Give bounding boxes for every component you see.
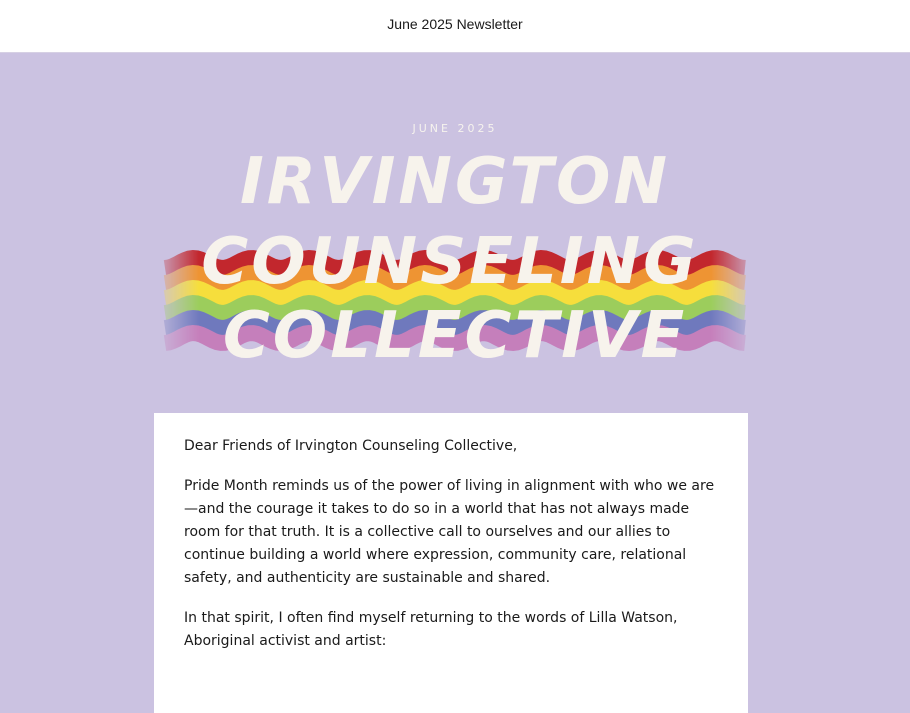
hero-title-line-3: COLLECTIVE: [222, 299, 688, 371]
hero-title-line-2: COUNSELING: [201, 225, 699, 299]
hero-date: JUNE 2025: [412, 122, 498, 135]
newsletter-title: June 2025 Newsletter: [387, 16, 523, 32]
hero-title-line-1: IRVINGTON: [239, 145, 671, 219]
hero-banner: [0, 53, 910, 413]
letter-greeting: Dear Friends of Irvington Counseling Collective,: [184, 438, 518, 454]
letter-paragraph-1: Pride Month reminds us of the power of living in alignment with who we are—and the courage it takes to do so in a world that has not always made room for that truth. It is a collective call to ourselves and our allies to continue building a world where expression, community care, relational safety, and authenticity are sustainable and shared.: [184, 478, 715, 586]
newsletter-header: [0, 0, 910, 53]
letter-paragraph-2: In that spirit, I often find myself returning to the words of Lilla Watson, Aboriginal activist and artist:: [184, 610, 678, 649]
hero-logo: [150, 141, 760, 371]
letter-card: [154, 413, 748, 713]
